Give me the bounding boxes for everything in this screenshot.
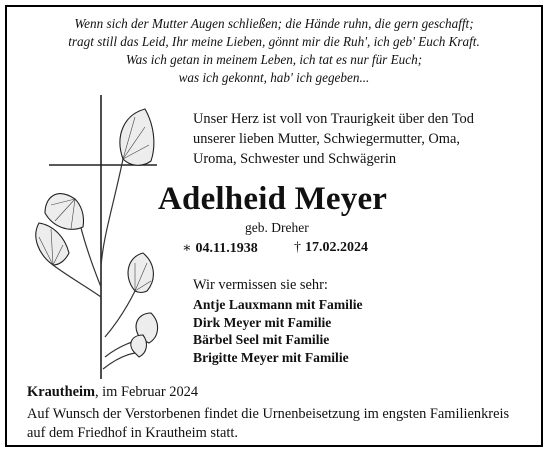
burial-note-line: auf dem Friedhof in Krautheim statt. [27,424,239,441]
poem-line: was ich gekonnt, hab' ich gegeben... [178,70,370,85]
place-and-date [27,384,198,401]
list-item: Bärbel Seel mit Familie [193,332,330,347]
death-date-value: 17.02.2024 [305,240,368,255]
intro-line: Uroma, Schwester und Schwägerin [193,151,397,167]
death-cross-icon: † [294,240,301,255]
poem-line: Wenn sich der Mutter Augen schließen; die Hände ruhn, die gern geschafft; [74,16,474,31]
burial-note [27,405,509,442]
death-date [294,240,368,256]
list-item: Antje Lauxmann mit Familie [193,297,363,312]
cross-and-ginkgo-illustration [31,87,171,387]
intro-line: unserer lieben Mutter, Schwiegermutter, Oma, [193,131,460,147]
intro-text [193,109,474,169]
poem [7,15,541,87]
list-item: Dirk Meyer mit Familie [193,314,332,330]
mourners-heading: Wir vermissen sie sehr: [193,277,328,293]
poem-line: tragt still das Leid, Ihr meine Lieben, gönnt mir die Ruh', ich geb' Euch Kraft. [68,34,480,49]
birth-star-icon: ∗ [182,241,192,256]
deceased-name: Adelheid Meyer [158,181,388,217]
mourners-list [193,296,363,366]
place-name: Krautheim [27,384,95,400]
list-item: Brigitte Meyer mit Familie [193,349,349,365]
burial-note-line: Auf Wunsch der Verstorbenen findet die Urnenbeisetzung im engsten Familienkreis [27,406,510,422]
notice-date: , im Februar 2024 [94,384,199,400]
born-name: geb. Dreher [245,220,309,235]
intro-line: Unser Herz ist voll von Traurigkeit über den Tod [193,111,474,127]
obituary-notice [5,5,543,447]
birth-date [182,240,258,257]
poem-line: Was ich getan in meinem Leben, ich tat es nur für Euch; [125,52,423,67]
birth-date-value: 04.11.1938 [195,241,258,256]
